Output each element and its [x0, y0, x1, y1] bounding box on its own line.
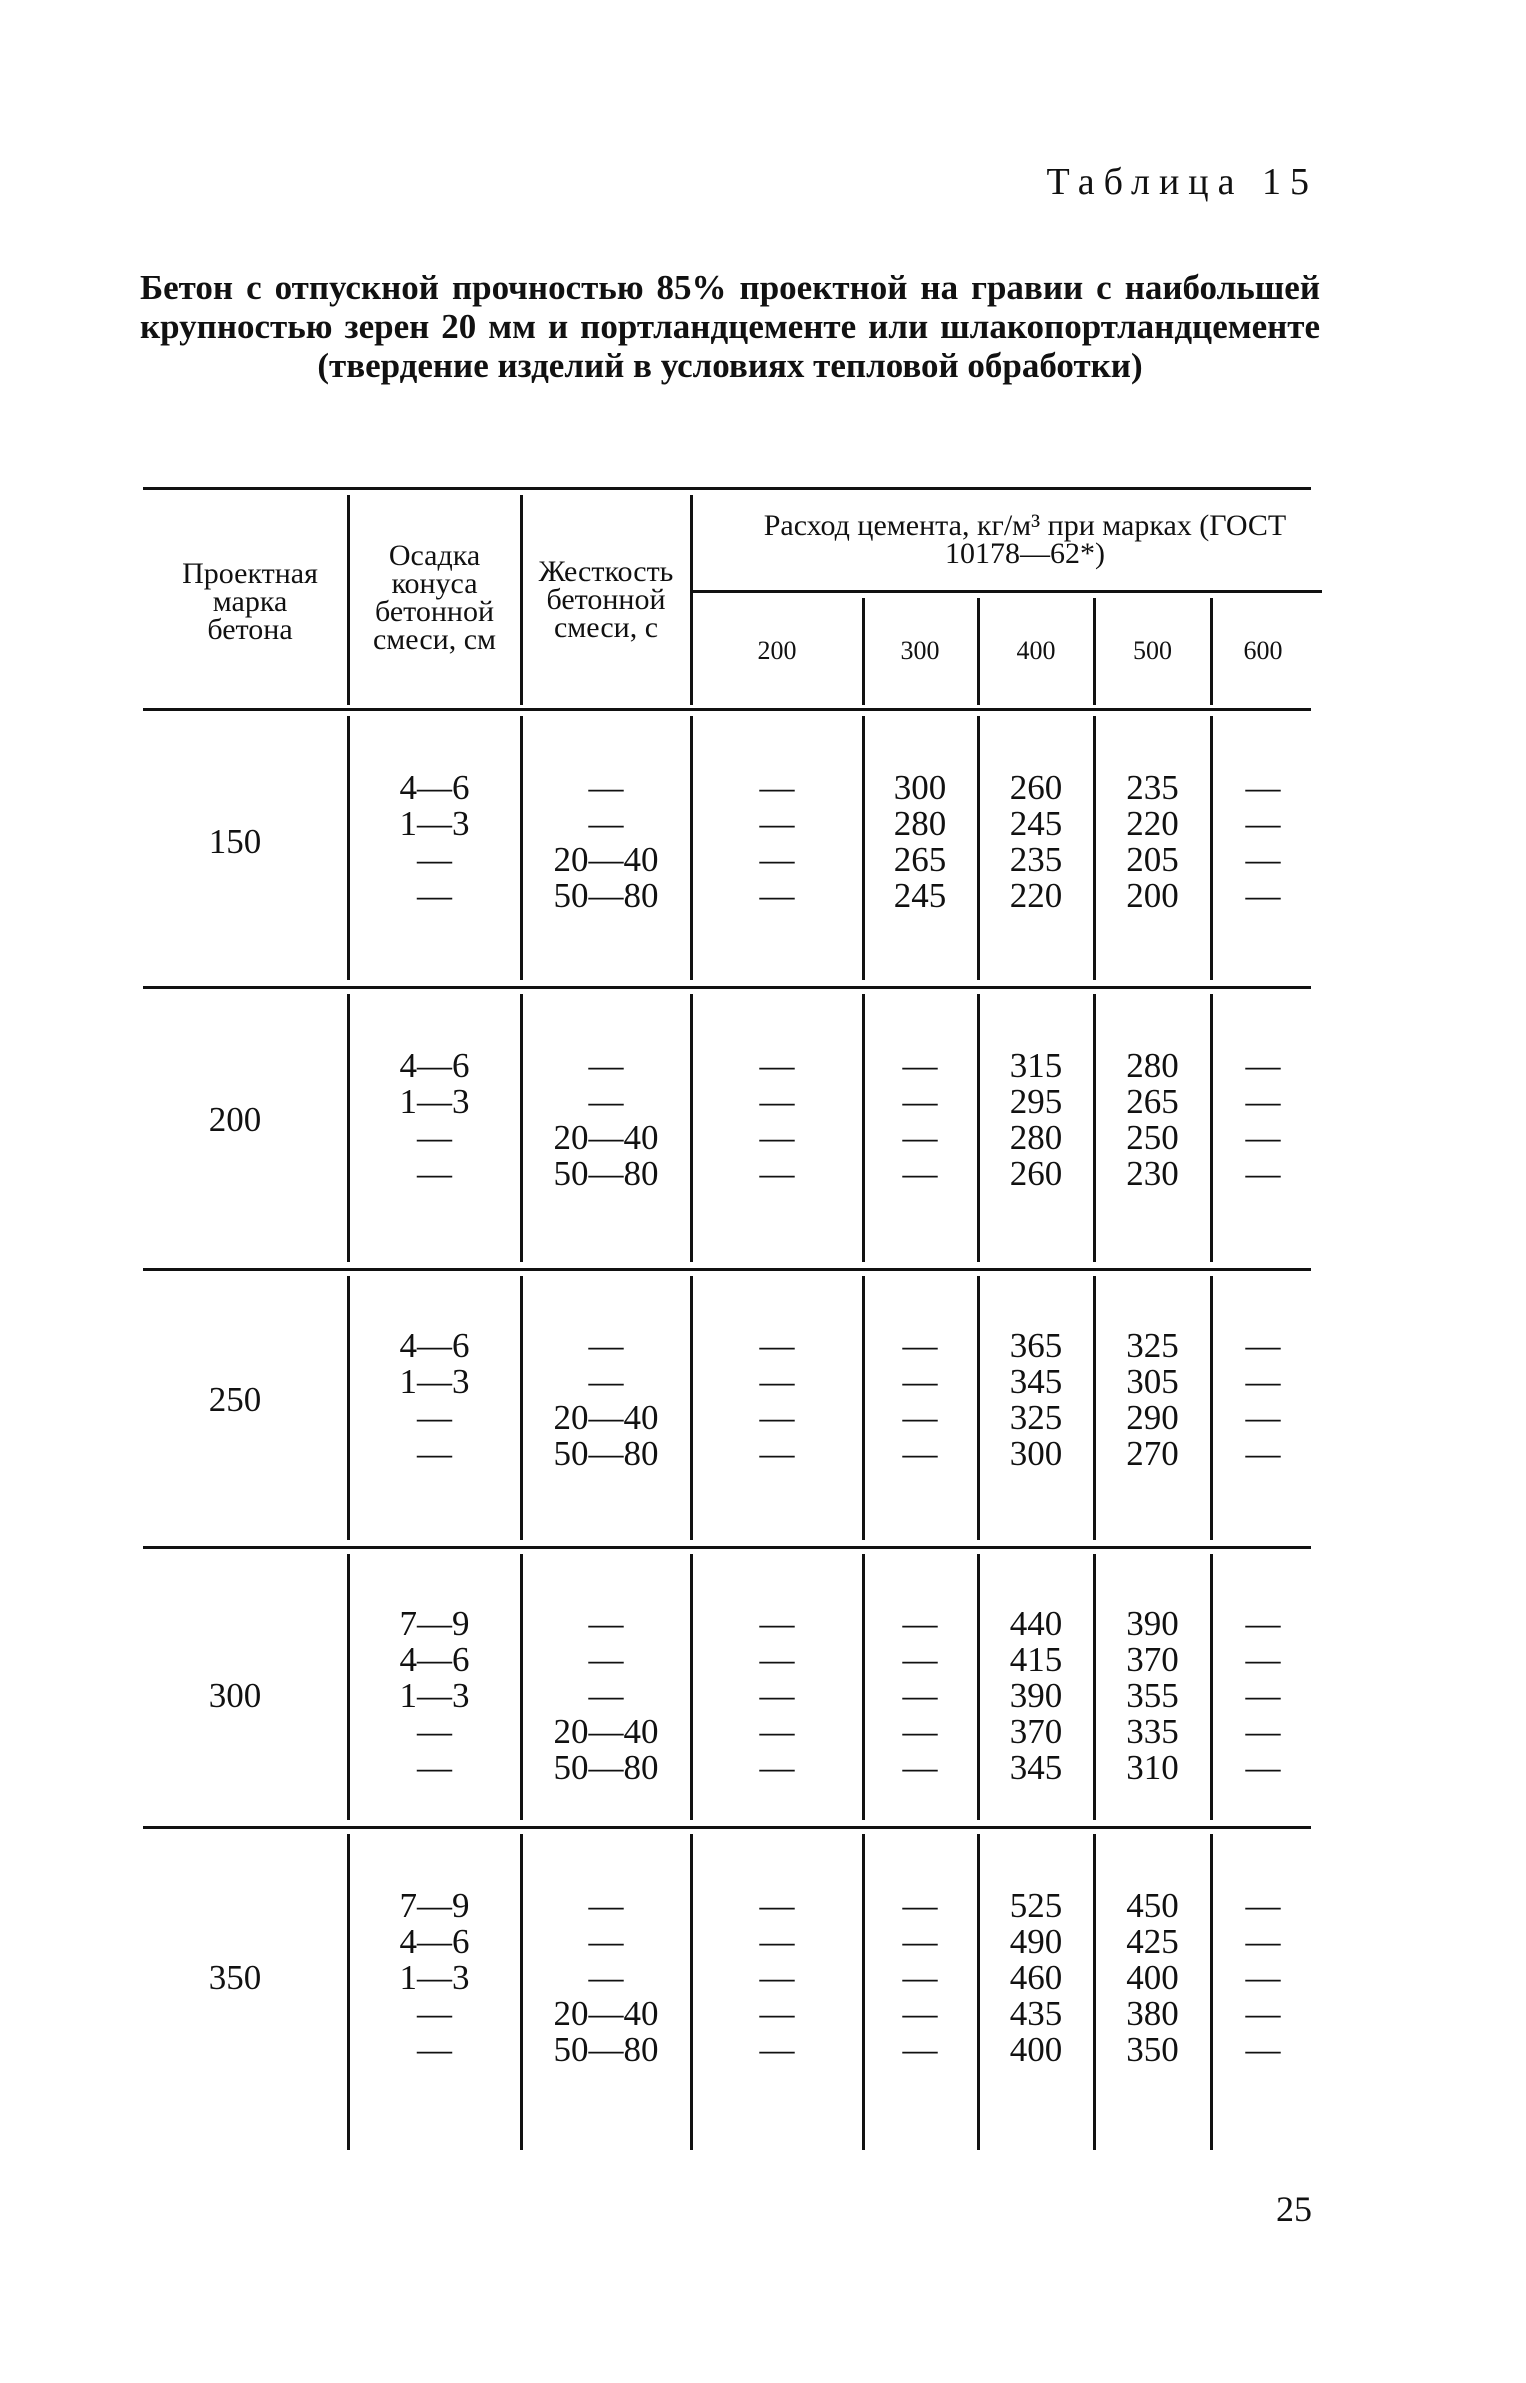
table-number: Таблица 15 — [1046, 161, 1318, 203]
cell-m500: 325 305 290 270 — [1126, 1326, 1179, 1473]
header-mark-500: 500 — [1133, 636, 1172, 665]
header-grade: Проектная марка бетона — [182, 557, 318, 646]
cell-m400: 365 345 325 300 — [1009, 1326, 1063, 1473]
table-caption: Бетон с отпускной прочностью 85% проектной на гравии с наибольшей крупностью зерен 20 мм и портландцементе или шлакопортландцементе (твердение изделий в условиях тепловой обработки) — [140, 268, 1320, 385]
cement-header-rule — [692, 590, 1322, 593]
cell-stiffness: — — 20—40 50—80 — [553, 768, 659, 915]
cell-m500: 450 425 400 380 350 — [1126, 1886, 1179, 2069]
cell-m600: — — — — — — [1245, 1886, 1281, 2069]
row-grade: 250 — [208, 1380, 262, 1419]
row-grade: 150 — [208, 822, 262, 861]
header-mark-300: 300 — [900, 636, 940, 665]
row-grade: 300 — [208, 1676, 262, 1715]
cell-m300: — — — — — [902, 1046, 938, 1193]
cell-m600: — — — — — — [1245, 1604, 1281, 1787]
cell-m200: — — — — — [759, 768, 795, 915]
row-separator — [143, 1268, 1311, 1271]
cell-slump: 7—9 4—6 1—3 — — — [399, 1604, 470, 1787]
cell-slump: 4—6 1—3 — — — [399, 768, 470, 915]
header-mark-200: 200 — [757, 636, 797, 665]
row-grade: 200 — [208, 1100, 262, 1139]
cell-m400: 440 415 390 370 345 — [1009, 1604, 1063, 1787]
column-divider — [347, 716, 350, 980]
cell-slump: 4—6 1—3 — — — [399, 1046, 470, 1193]
cell-m500: 390 370 355 335 310 — [1126, 1604, 1179, 1787]
cell-m200: — — — — — [759, 1326, 795, 1473]
table-top-rule — [143, 487, 1311, 490]
cell-m300: 300 280 265 245 — [893, 768, 947, 915]
header-mark-400: 400 — [1016, 636, 1056, 665]
column-divider — [347, 1834, 350, 2150]
row-separator — [143, 1826, 1311, 1829]
cell-m400: 315 295 280 260 — [1009, 1046, 1063, 1193]
cell-m600: — — — — — [1245, 1326, 1281, 1473]
row-separator — [143, 986, 1311, 989]
cell-m300: — — — — — — [902, 1604, 938, 1787]
cell-m300: — — — — — — [902, 1886, 938, 2069]
cell-m200: — — — — — — [759, 1604, 795, 1787]
column-divider — [347, 1554, 350, 1820]
cell-m400: 525 490 460 435 400 — [1009, 1886, 1063, 2069]
header-bottom-rule — [143, 708, 1311, 711]
cell-stiffness: — — — 20—40 50—80 — [553, 1604, 659, 1787]
cell-slump: 4—6 1—3 — — — [399, 1326, 470, 1473]
cell-m600: — — — — — [1245, 1046, 1281, 1193]
header-divider — [347, 495, 350, 705]
header-slump: Осадка конуса бетонной смеси, см — [372, 539, 497, 656]
header-cement: Расход цемента, кг/м³ при марках (ГОСТ 10178—62*) — [763, 509, 1287, 570]
cell-m300: — — — — — [902, 1326, 938, 1473]
cell-m500: 280 265 250 230 — [1126, 1046, 1179, 1193]
cell-m200: — — — — — [759, 1046, 795, 1193]
column-divider — [347, 1276, 350, 1540]
column-divider — [347, 994, 350, 1262]
cell-stiffness: — — 20—40 50—80 — [553, 1046, 659, 1193]
cell-stiffness: — — — 20—40 50—80 — [553, 1886, 659, 2069]
row-grade: 350 — [208, 1958, 262, 1997]
header-mark-600: 600 — [1243, 636, 1283, 665]
header-divider — [690, 495, 693, 705]
header-stiffness: Жесткость бетонной смеси, с — [538, 555, 674, 644]
cell-slump: 7—9 4—6 1—3 — — — [399, 1886, 470, 2069]
page-number: 25 — [1276, 2189, 1312, 2229]
cell-m600: — — — — — [1245, 768, 1281, 915]
cell-m200: — — — — — — [759, 1886, 795, 2069]
cell-m400: 260 245 235 220 — [1009, 768, 1063, 915]
row-separator — [143, 1546, 1311, 1549]
cell-m500: 235 220 205 200 — [1126, 768, 1179, 915]
cell-stiffness: — — 20—40 50—80 — [553, 1326, 659, 1473]
